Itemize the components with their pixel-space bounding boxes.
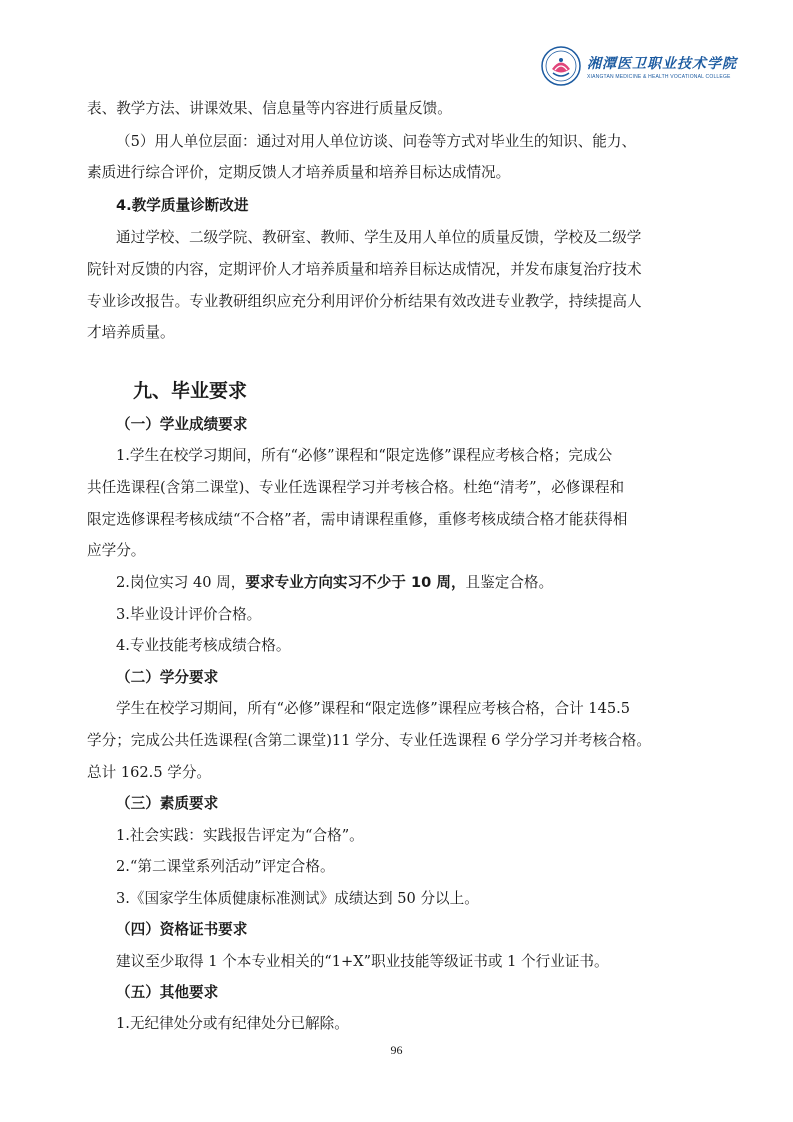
paragraph-line: 1.无纪律处分或有纪律处分已解除。	[116, 1015, 349, 1032]
paragraph-line: 学分；完成公共任选课程(含第二课堂)11 学分、专业任选课程 6 学分学习并考核合格。	[87, 732, 651, 749]
paragraph-line: 通过学校、二级学院、教研室、教师、学生及用人单位的质量反馈，学校及二级学	[116, 229, 642, 246]
paragraph-line: 2.“第二课堂系列活动”评定合格。	[116, 858, 335, 875]
paragraph-line: 4.专业技能考核成绩合格。	[116, 637, 291, 654]
logo-chinese-name: 湘潭医卫职业技术学院	[587, 55, 737, 72]
college-emblem-icon	[541, 46, 581, 86]
subheading-quality-diagnosis: 4.教学质量诊断改进	[116, 197, 249, 214]
paragraph-line: 应学分。	[87, 542, 146, 559]
section-title-graduation-requirements: 九、毕业要求	[133, 380, 248, 402]
page-number: 96	[390, 1043, 403, 1057]
paragraph-line: 才培养质量。	[87, 324, 175, 341]
subheading-certificates: （四）资格证书要求	[116, 921, 248, 938]
paragraph-line: 1.学生在校学习期间，所有“必修”课程和“限定选修”课程应考核合格；完成公	[116, 447, 613, 464]
paragraph-line: 共任选课程(含第二课堂)、专业任选课程学习并考核合格。杜绝“清考”，必修课程和	[87, 479, 625, 496]
paragraph-line-internship	[116, 573, 553, 593]
logo-english-name: XIANGTAN MEDICINE & HEALTH VOCATIONAL COLLEGE	[587, 73, 731, 80]
paragraph-line: 3.毕业设计评价合格。	[116, 606, 262, 623]
paragraph-line: （5）用人单位层面：通过对用人单位访谈、问卷等方式对毕业生的知识、能力、	[116, 133, 637, 150]
subheading-quality: （三）素质要求	[116, 795, 219, 812]
paragraph-line: 专业诊改报告。专业教研组织应充分利用评价分析结果有效改进专业教学，持续提高人	[87, 293, 642, 310]
paragraph-line: 限定选修课程考核成绩“不合格”者，需申请课程重修，重修考核成绩合格才能获得相	[87, 511, 628, 528]
college-logo	[541, 44, 737, 88]
paragraph-line: 院针对反馈的内容，定期评价人才培养质量和培养目标达成情况，并发布康复治疗技术	[87, 261, 642, 278]
subheading-credits: （二）学分要求	[116, 669, 219, 686]
internship-emphasis: 要求专业方向实习不少于 10 周，	[245, 574, 466, 591]
subheading-other: （五）其他要求	[116, 984, 219, 1001]
paragraph-line: 总计 162.5 学分。	[87, 764, 212, 781]
internship-text: 2.岗位实习 40 周，	[116, 574, 246, 591]
paragraph-line: 表、教学方法、讲课效果、信息量等内容进行质量反馈。	[87, 100, 452, 117]
paragraph-line: 素质进行综合评价，定期反馈人才培养质量和培养目标达成情况。	[87, 164, 511, 181]
paragraph-line: 3.《国家学生体质健康标准测试》成绩达到 50 分以上。	[116, 890, 479, 907]
subheading-academic: （一）学业成绩要求	[116, 416, 248, 433]
paragraph-line: 1.社会实践：实践报告评定为“合格”。	[116, 827, 364, 844]
paragraph-line: 学生在校学习期间，所有“必修”课程和“限定选修”课程应考核合格，合计 145.5	[116, 700, 631, 717]
paragraph-line: 建议至少取得 1 个本专业相关的“1+X”职业技能等级证书或 1 个行业证书。	[116, 953, 609, 970]
internship-text-end: 且鉴定合格。	[465, 574, 554, 591]
